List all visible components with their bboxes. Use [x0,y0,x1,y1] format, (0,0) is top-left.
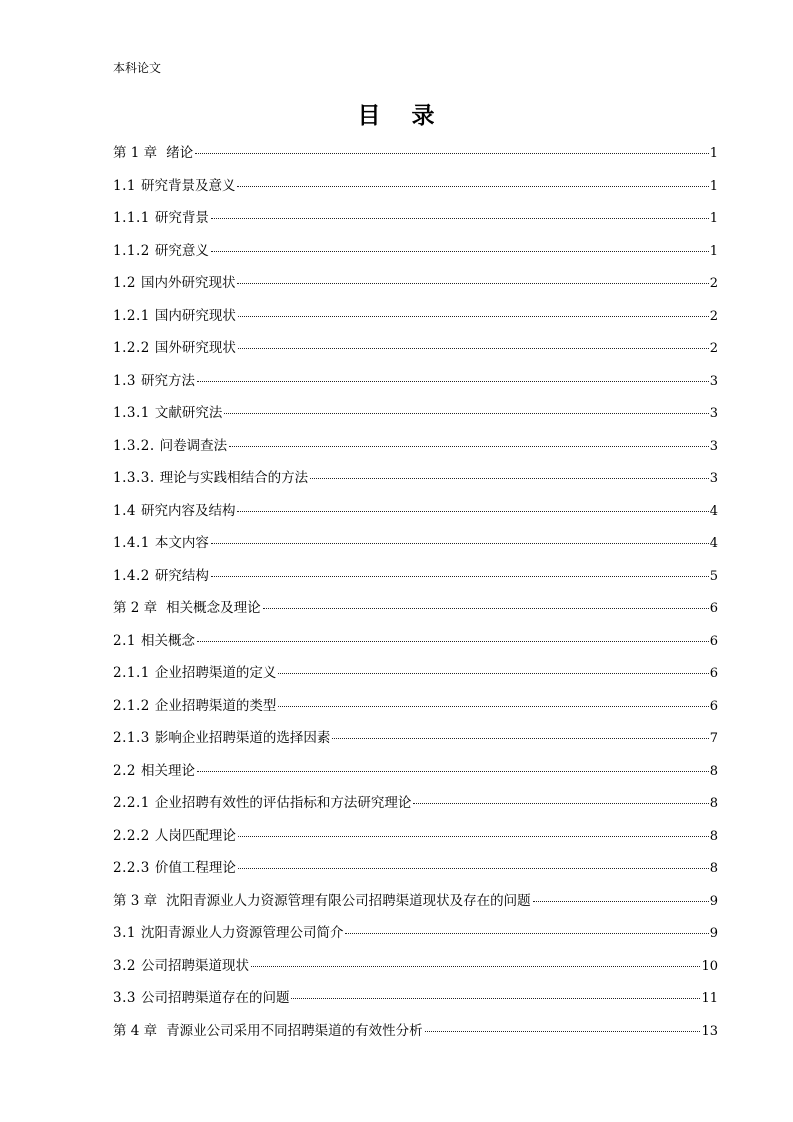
toc-entry-page: 3 [709,471,718,486]
toc-dot-leader [238,836,709,837]
toc-entry-number: 2.1.3 [113,730,150,746]
toc-dot-leader [237,186,708,187]
toc-entry-title: 研究背景及意义 [140,177,236,194]
toc-entry-title: 相关概念及理论 [166,600,261,616]
toc-entry-number: 1.4.1 [113,535,150,551]
toc-entry-page: 1 [709,178,718,194]
toc-entry-number: 1.2 [113,275,136,291]
toc-entry[interactable] [113,825,718,858]
toc-entry-number: 第 1 章 [113,145,158,161]
toc-entry[interactable] [113,630,718,663]
toc-entry[interactable] [113,272,718,305]
toc-dot-leader [425,1031,701,1032]
toc-dot-leader [211,251,709,252]
toc-dot-leader [413,803,708,804]
toc-entry-chapter[interactable] [113,890,718,923]
toc-entry-page: 8 [709,796,718,811]
toc-entry[interactable] [113,727,718,760]
toc-entry-page: 1 [709,243,718,259]
toc-dot-leader [251,966,700,967]
toc-entry-page: 1 [709,211,718,226]
toc-entry[interactable] [113,565,718,598]
toc-entry-page: 4 [709,503,718,519]
toc-entry[interactable] [113,955,718,988]
toc-entry-title: 沈阳青源业人力资源管理公司简介 [140,925,344,941]
toc-entry-title: 本文内容 [154,535,209,551]
toc-dot-leader [197,641,709,642]
toc-entry[interactable] [113,760,718,793]
toc-entry[interactable] [113,467,718,500]
toc-entry[interactable] [113,987,718,1020]
toc-title [0,102,793,130]
toc-entry-number: 1.3.1 [113,405,150,421]
toc-dot-leader [238,316,709,317]
toc-entry-title: 研究内容及结构 [140,502,236,519]
toc-entry-title: 影响企业招聘渠道的选择因素 [154,730,331,746]
toc-entry-chapter[interactable] [113,142,718,175]
toc-dot-leader [263,608,709,609]
toc-entry[interactable] [113,370,718,403]
toc-entry-page: 2 [709,308,718,324]
toc-entry-page: 9 [709,893,718,909]
toc-entry-page: 10 [701,958,718,974]
toc-entry-page: 8 [709,861,718,876]
toc-entry-title: 研究背景 [154,210,209,226]
toc-entry-number: 3.1 [113,925,136,941]
toc-dot-leader [229,446,709,447]
toc-entry-number: 1.1.2 [113,242,150,259]
toc-dot-leader [211,218,709,219]
toc-entry-page: 13 [701,1023,718,1039]
table-of-contents [113,142,718,1052]
toc-entry-page: 6 [709,633,718,649]
toc-entry-page: 6 [709,601,718,616]
toc-dot-leader [238,348,709,349]
toc-entry-title: 国内研究现状 [154,307,236,324]
toc-dot-leader [238,868,709,869]
toc-entry[interactable] [113,662,718,695]
toc-dot-leader [197,771,709,772]
toc-entry-title: 国内外研究现状 [140,275,236,291]
toc-dot-leader [237,511,708,512]
toc-entry-page: 11 [701,991,718,1006]
toc-entry-number: 1.3 [113,372,136,389]
toc-entry[interactable] [113,175,718,208]
toc-entry-title: 研究意义 [154,242,209,259]
toc-entry-number: 2.1.2 [113,697,150,714]
toc-entry-title: 公司招聘渠道存在的问题 [140,990,290,1006]
toc-entry-title: 价值工程理论 [154,860,236,876]
toc-entry-page: 3 [709,406,718,421]
toc-entry-number: 3.3 [113,990,136,1006]
toc-entry-page: 8 [709,828,718,844]
toc-entry-title: 人岗匹配理论 [154,827,236,844]
toc-entry-number: 2.2.1 [113,795,150,811]
toc-entry-title: 青源业公司采用不同招聘渠道的有效性分析 [166,1022,423,1039]
toc-entry-number: 第 4 章 [113,1022,158,1039]
toc-entry-page: 2 [709,341,718,356]
toc-entry[interactable] [113,857,718,890]
toc-entry-page: 6 [709,698,718,714]
toc-entry-number: 1.4.2 [113,567,150,584]
toc-entry-number: 1.1 [113,177,136,194]
toc-entry-number: 2.2 [113,762,136,779]
toc-dot-leader [197,381,709,382]
toc-entry[interactable] [113,922,718,955]
toc-entry-title: 理论与实践相结合的方法 [159,470,309,486]
toc-entry-title: 绪论 [166,145,194,161]
toc-dot-leader [278,673,708,674]
toc-entry-number: 第 2 章 [113,600,158,616]
toc-title-char-2: 录 [411,102,436,129]
toc-entry-page: 3 [709,438,718,454]
toc-entry-number: 1.4 [113,502,136,519]
toc-entry-page: 2 [709,276,718,291]
toc-entry[interactable] [113,305,718,338]
toc-entry-number: 第 3 章 [113,892,158,909]
toc-entry-title: 问卷调查法 [159,437,228,454]
toc-entry[interactable] [113,240,718,273]
toc-dot-leader [278,706,708,707]
toc-entry[interactable] [113,207,718,240]
toc-dot-leader [224,413,708,414]
toc-entry-title: 国外研究现状 [154,340,236,356]
toc-entry-page: 7 [709,731,718,746]
toc-dot-leader [310,478,709,479]
toc-dot-leader [211,576,709,577]
toc-entry-title: 企业招聘渠道的类型 [154,697,277,714]
toc-entry-title: 相关理论 [140,762,195,779]
toc-entry[interactable] [113,792,718,825]
toc-entry[interactable] [113,402,718,435]
toc-entry-title: 企业招聘渠道的定义 [154,665,277,681]
toc-entry-number: 1.2.1 [113,307,150,324]
toc-dot-leader [332,738,708,739]
toc-entry[interactable] [113,532,718,565]
toc-entry-number: 3.2 [113,957,136,974]
toc-entry-chapter[interactable] [113,597,718,630]
toc-entry[interactable] [113,337,718,370]
toc-entry-title: 研究方法 [140,372,195,389]
toc-entry-page: 5 [709,568,718,584]
toc-entry-number: 2.2.2 [113,827,150,844]
toc-dot-leader [195,153,709,154]
toc-entry-page: 9 [709,926,718,941]
toc-entry-number: 1.2.2 [113,340,150,356]
toc-entry-page: 4 [709,536,718,551]
toc-entry-page: 6 [709,666,718,681]
toc-entry-title: 企业招聘有效性的评估指标和方法研究理论 [154,795,412,811]
toc-entry[interactable] [113,500,718,533]
toc-dot-leader [533,901,709,902]
toc-entry-chapter[interactable] [113,1020,718,1053]
toc-entry-number: 2.2.3 [113,860,150,876]
toc-entry[interactable] [113,695,718,728]
toc-title-char-1: 目 [357,102,382,129]
toc-entry-page: 3 [709,373,718,389]
toc-dot-leader [291,998,700,999]
toc-entry-number: 2.1 [113,632,136,649]
toc-entry-page: 8 [709,763,718,779]
toc-entry-number: 1.1.1 [113,210,150,226]
toc-entry-page: 1 [709,146,718,161]
toc-entry-number: 1.3.2. [113,437,155,454]
toc-entry-title: 相关概念 [140,632,195,649]
page-header: 本科论文 [113,61,162,75]
toc-entry-title: 沈阳青源业人力资源管理有限公司招聘渠道现状及存在的问题 [166,892,531,909]
toc-entry-number: 1.3.3. [113,470,155,486]
toc-dot-leader [345,933,708,934]
toc-entry-title: 公司招聘渠道现状 [140,957,249,974]
toc-entry[interactable] [113,435,718,468]
toc-entry-title: 文献研究法 [154,405,223,421]
toc-dot-leader [237,283,708,284]
toc-dot-leader [211,543,709,544]
toc-entry-title: 研究结构 [154,567,209,584]
toc-entry-number: 2.1.1 [113,665,150,681]
